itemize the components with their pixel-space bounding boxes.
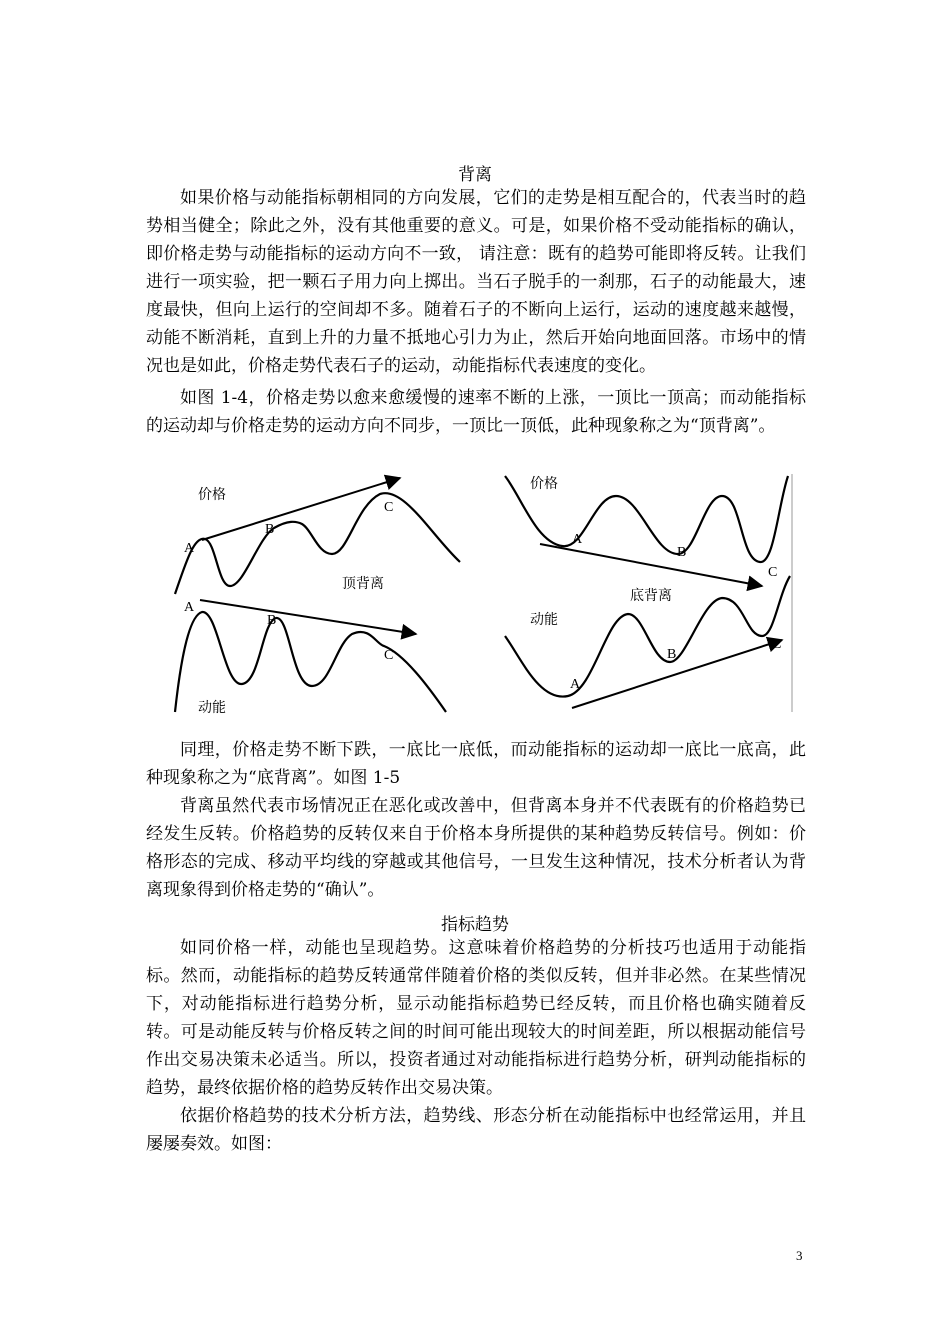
left-momentum-curve: [175, 612, 446, 712]
left-caption: 顶背离: [342, 576, 384, 592]
left-momentum-label: 动能: [198, 700, 226, 716]
left-price-point-b: B: [265, 522, 275, 537]
paragraph-top-divergence: 如图 1-4，价格走势以愈来愈缓慢的速率不断的上涨，一顶比一顶高；而动能指标的运动却与价格走势的运动方向不同步，一顶比一顶低，此种现象称之为“顶背离”。: [146, 388, 806, 436]
left-momentum-point-b: B: [267, 613, 277, 628]
right-price-point-a: A: [572, 532, 583, 547]
left-momentum-point-a: A: [184, 600, 195, 615]
paragraph-indicator-trend: 如同价格一样，动能也呈现趋势。这意味着价格趋势的分析技巧也适用于动能指标。然而，动能指标的趋势反转通常伴随着价格的类似反转，但并非必然。在某些情况下，对动能指标进行趋势分析，显示动能指标趋势已经反转，而且价格也确实随着反转。可是动能反转与价格反转之间的时间可能出现较大的时间差距，所以根据动能信号作出交易决策未必适当。所以，投资者通过对动能指标进行趋势分析，研判动能指标的趋势，最终依据价格的趋势反转作出交易决策。: [146, 938, 806, 1098]
left-momentum-point-c: C: [384, 648, 394, 663]
left-price-point-a: A: [184, 541, 195, 556]
paragraph-divergence-intro: 如果价格与动能指标朝相同的方向发展，它们的走势是相互配合的，代表当时的趋势相当健全；除此之外，没有其他重要的意义。可是，如果价格不受动能指标的确认，即价格走势与动能指标的运动方向不一致， 请注意：既有的趋势可能即将反转。让我们进行一项实验，把一颗石子用力向上掷出。当石子脱手的一刹那，石子的动能最大，速度最快，但向上运行的空间却不多。随着石子的不断向上运行，运动的速度越来越慢，动能不断消耗，直到上升的力量不抵地心引力为止，然后开始向地面回落。市场中的情况也是如此，价格走势代表石子的运动，动能指标代表速度的变化。: [146, 188, 806, 376]
right-momentum-label: 动能: [530, 612, 558, 628]
right-price-label: 价格: [530, 476, 558, 492]
right-momentum-trend-arrow: [572, 640, 782, 708]
left-momentum-trend-arrow: [200, 600, 416, 634]
left-price-trend-arrow: [202, 478, 400, 540]
left-price-label: 价格: [198, 487, 226, 503]
left-price-curve: [175, 493, 460, 594]
right-price-point-b: B: [677, 545, 687, 560]
divergence-figure: [170, 466, 800, 720]
right-momentum-point-b: B: [667, 647, 677, 662]
page-number: 3: [796, 1248, 803, 1263]
right-caption: 底背离: [630, 588, 672, 604]
right-price-trend-arrow: [540, 544, 762, 586]
right-momentum-point-c: C: [772, 637, 782, 652]
paragraph-bottom-divergence: 同理，价格走势不断下跌，一底比一底低，而动能指标的运动却一底比一底高，此种现象称之为“底背离”。如图 1-5: [146, 740, 806, 788]
paragraph-trend-methods: 依据价格趋势的技术分析方法，趋势线、形态分析在动能指标中也经常运用，并且屡屡奏效。如图：: [146, 1106, 806, 1154]
section-title-indicator-trend: 指标趋势: [441, 915, 509, 935]
right-momentum-point-a: A: [570, 677, 581, 692]
section-title-divergence: 背离: [458, 165, 492, 185]
right-price-point-c: C: [768, 565, 778, 580]
left-price-point-c: C: [384, 500, 394, 515]
paragraph-divergence-confirmation: 背离虽然代表市场情况正在恶化或改善中，但背离本身并不代表既有的价格趋势已经发生反转。价格趋势的反转仅来自于价格本身所提供的某种趋势反转信号。例如：价格形态的完成、移动平均线的穿越或其他信号，一旦发生这种情况，技术分析者认为背离现象得到价格走势的“确认”。: [146, 796, 806, 900]
